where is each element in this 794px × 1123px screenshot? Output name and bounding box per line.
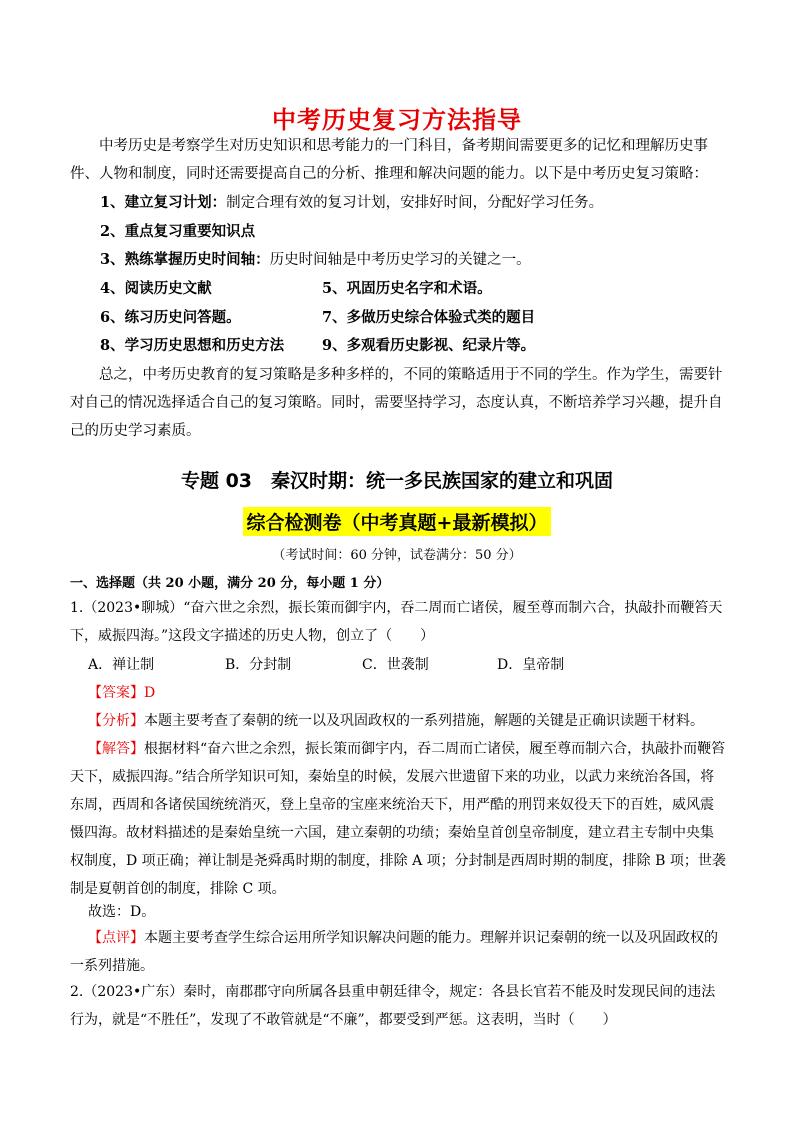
section-heading: 一、选择题（共 20 小题，满分 20 分，每小题 1 分） [70, 576, 390, 591]
solution-label: 【解答】 [88, 741, 144, 757]
subtitle-wrap [0, 507, 794, 536]
strategy-5: 5、巩固历史名字和术语。 [322, 280, 492, 297]
comment-text: 本题主要考查学生综合运用所学知识解决问题的能力。理解并识记秦朝的统一以及巩固政权的一系列措施。 [70, 930, 718, 974]
strategy-1 [100, 193, 603, 213]
q1-solution [70, 735, 726, 903]
q1-option-a: A．禅让制 [88, 657, 155, 673]
strategy-1-heading: 1、建立复习计划： [100, 194, 227, 211]
q1-comment [70, 924, 726, 980]
q1-option-d: D．皇帝制 [497, 657, 565, 673]
strategy-3 [100, 250, 531, 270]
q1-option-b: B．分封制 [225, 657, 292, 673]
answer-label: 【答案】 [88, 685, 144, 701]
strategy-3-text: 历史时间轴是中考历史学习的关键之一。 [269, 252, 531, 268]
strategy-3-heading: 3、熟练掌握历史时间轴： [100, 251, 270, 268]
subtitle-highlight: 综合检测卷（中考真题+最新模拟） [243, 507, 552, 536]
strategy-4: 4、阅读历史文献 [100, 280, 212, 297]
q1-answer [88, 679, 728, 707]
comment-label: 【点评】 [88, 930, 144, 946]
conclusion-paragraph: 总之，中考历史教育的复习策略是多种多样的，不同的策略适用于不同的学生。作为学生，需要针对自己的情况选择适合自己的复习策略。同时，需要坚持学习，态度认真，不断培养学习兴趣，提升自己的历史学习素质。 [70, 367, 723, 439]
exam-info: （考试时间：60 分钟，试卷满分：50 分） [272, 548, 522, 563]
answer-value: D [144, 685, 156, 701]
topic-title: 专题 03 秦汉时期：统一多民族国家的建立和巩固 [180, 470, 614, 492]
strategy-6: 6、练习历史问答题。 [100, 309, 241, 326]
intro-paragraph: 中考历史是考察学生对历史知识和思考能力的一门科目，备考期间需要更多的记忆和理解历史事件、人物和制度，同时还需要提高自己的分析、推理和解决问题的能力。以下是中考历史复习策略： [70, 138, 708, 182]
analysis-label: 【分析】 [88, 713, 144, 729]
q1-stem: 1.（2023•聊城）“奋六世之余烈，振长策而御宇内，吞二周而亡诸侯，履至尊而制六合，执敲扑而鞭笞天下，威振四海。”这段文字描述的历史人物，创立了（ ） [70, 600, 723, 644]
analysis-text: 本题主要考查了秦朝的统一以及巩固政权的一系列措施，解题的关键是正确识读题干材料。 [144, 713, 704, 729]
strategy-7: 7、多做历史综合体验式类的题目 [322, 309, 536, 326]
strategy-9: 9、多观看历史影视、纪录片等。 [322, 337, 536, 354]
strategy-1-text: 制定合理有效的复习计划，安排好时间，分配好学习任务。 [226, 195, 604, 211]
solution-text: 根据材料“奋六世之余烈，振长策而御宇内，吞二周而亡诸侯，履至尊而制六合，执敲扑而鞭笞天下，威振四海。”结合所学知识可知，秦始皇的时候，发展六世遗留下来的功业，以武力来统治各国，将东周，西周和各诸侯国统统消灭，登上皇帝的宝座来统治天下，用严酷的刑罚来奴役天下的百姓，威风震慑四海。故材料描述的是秦始皇统一六国，建立秦朝的功绩；秦始皇首创皇帝制度，建立君主专制中央集权制度，D 项正确；禅让制是尧舜禹时期的制度，排除 A 项；分封制是西周时期的制度，排除 B 项；世袭制是夏朝首创的制度，排除 C 项。 [70, 741, 726, 897]
strategy-8: 8、学习历史思想和历史方法 [100, 337, 285, 354]
q1-option-c: C．世袭制 [362, 657, 429, 673]
document-title: 中考历史复习方法指导 [272, 106, 522, 134]
q1-analysis [88, 707, 728, 735]
q2-stem: 2.（2023•广东）秦时，南郡郡守向所属各县重申朝廷律令，规定：各县长官若不能及时发现民间的违法行为，就是“不胜任”，发现了不敢管就是“不廉”，都要受到严惩。这表明，当时（ ） [70, 984, 716, 1028]
q1-choice: 故选：D。 [88, 904, 156, 920]
strategy-2: 2、重点复习重要知识点 [100, 223, 256, 240]
